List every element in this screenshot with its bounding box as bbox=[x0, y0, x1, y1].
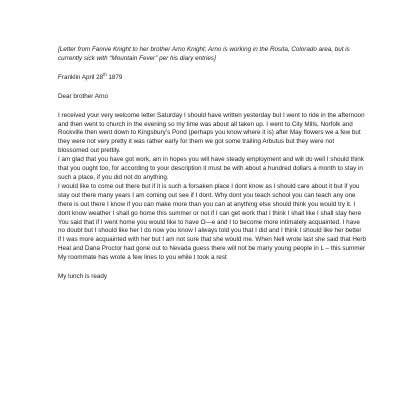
place-date: Franklin April 28 bbox=[58, 73, 104, 81]
editorial-note: [Letter from Fannie Knight to her brother Arno Knight; Arno is working in the Rosita, Colorado area, but is currently sick with “Mountain Fever” per his diary entries] bbox=[58, 46, 350, 62]
salutation: Dear brother Arno bbox=[58, 92, 109, 100]
paragraph-3: I would like to come out there but if it is such a forsaken place I dont know as I should care about it but if you stay out there many years I am coming out see if I dont. Why dont you teach school you can teach any one there is out there I know if you can make more than you can at anything else should think you would try it. I dont know weather I shall go home this summer or not if I can get work that I think I shall like I shall stay here bbox=[58, 182, 362, 217]
letter-body bbox=[58, 46, 366, 282]
paragraph-1: I received your very welcome letter Saturday I should have written yesterday but I went to ride in the afternoon and then went to church in the evening so my time was about all taken up. I went to City Mills, Norfolk and Rockville then went down to Kingsbury’s Pond (perhaps you know where it is) after May flowers we a few but they were not very pretty it was rather early for them we got some trailing Arbutus but they were not blossomed out prettily. bbox=[58, 111, 365, 155]
paragraph-4: You said that if I went home you would like to have O—e and I to become more intimately acquainted. I have no doubt but I should like her I do now you know I always told you that I did and I think I should like her better if I was more acquainted with her but I am not sure that she would me. When Nell wrote last she said that Herb Heal and Dana Proctor had gone out to Nevada guess there will not be many young people in L – this summer My roommate has wrote a few lines to you while I took a rest bbox=[58, 218, 366, 262]
paragraph-2: I am glad that you have got work, am in hopes you will have steady employment and will do well I should think that you ought too, for according to your description it must be with about a hundred dollars a month to stay in such a place, if you did not do anything. bbox=[58, 156, 364, 181]
letter-year: 1879 bbox=[106, 73, 123, 81]
closing-line: My lunch is ready bbox=[58, 273, 107, 281]
letter-dateline bbox=[58, 71, 366, 83]
date-suffix: th bbox=[103, 71, 107, 77]
